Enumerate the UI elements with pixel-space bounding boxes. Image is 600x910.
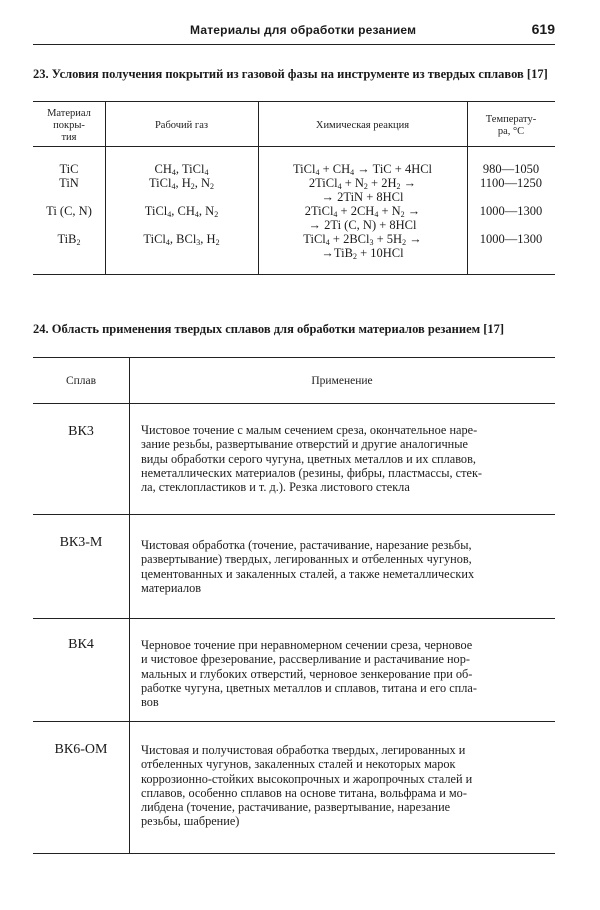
table-24-bottom-rule <box>33 853 555 854</box>
reaction-line <box>258 176 467 190</box>
formula-part: → TiC + 4HCl <box>354 162 433 176</box>
formula-part: → <box>404 204 421 218</box>
material-cell: Ti (C, N) <box>46 204 92 218</box>
formula-subscript: 4 <box>325 238 330 247</box>
formula-part: + N <box>378 204 401 218</box>
formula-part: TiCl <box>143 232 166 246</box>
table-23-caption-text: 23. Условия получения покрытий из газовой фазы на инструменте из твердых сплавов <box>33 67 527 81</box>
application-line: цементованных и закаленных сталей, а также неметаллических <box>141 566 475 581</box>
header-temperature-line: ра, °С <box>497 126 525 137</box>
running-header <box>33 18 555 45</box>
formula-subscript: 4 <box>374 210 379 219</box>
formula-part: , N <box>194 176 211 190</box>
table-23-header-rule <box>33 146 555 147</box>
formula-part: , N <box>198 204 215 218</box>
application-text <box>141 538 556 595</box>
alloy-name: ВК3 <box>68 424 94 439</box>
table-24-caption-ref: [17] <box>483 322 505 336</box>
formula-part: 2TiCl <box>304 204 334 218</box>
formula-subscript: 3 <box>196 238 201 247</box>
table-23-top-rule <box>33 101 555 102</box>
formula-part: , H <box>200 232 216 246</box>
formula-subscript: 2 <box>402 238 407 247</box>
formula-subscript: 4 <box>167 210 172 219</box>
application-line: неметаллических материалов (резины, фибры, пластмассы, стек- <box>141 465 483 480</box>
application-line: сплавов, особенно сплавов на основе титана, вольфрама и мо- <box>141 785 467 800</box>
formula-part: , TiCl <box>175 162 205 176</box>
table-24-top-rule <box>33 357 555 358</box>
table-23-caption-ref: [17] <box>526 67 548 81</box>
alloy-name: ВК6-ОМ <box>54 742 108 757</box>
reaction-line <box>258 204 467 218</box>
application-line: отбеленных чугунов, закаленных сталей и некоторых марок <box>141 757 456 772</box>
gas-cell <box>105 162 258 176</box>
formula-part: + CH <box>319 162 351 176</box>
table-23-caption <box>33 67 555 82</box>
material-cell: TiN <box>59 176 79 190</box>
formula-part: TiCl <box>292 162 316 176</box>
table-24-row-rule <box>33 514 555 515</box>
formula-part: → 2Ti (C, N) + 8HCl <box>308 218 417 232</box>
application-text <box>141 423 556 494</box>
formula-part: TiCl <box>148 176 172 190</box>
formula-part: TiCl <box>303 232 326 246</box>
header-temperature <box>467 114 555 138</box>
formula-subscript: 2 <box>214 210 219 219</box>
formula-part: , BCl <box>169 232 197 246</box>
page-number: 619 <box>531 21 555 37</box>
formula-part: + N <box>341 176 364 190</box>
formula-subscript: 2 <box>76 238 81 247</box>
gas-cell <box>105 176 258 190</box>
application-line: Чистовое точение с малым сечением среза, окончательное наре- <box>141 423 478 437</box>
reaction-line <box>258 162 467 176</box>
header-material-line: покры- <box>53 120 85 131</box>
reaction-line <box>258 218 467 232</box>
header-application: Применение <box>311 375 373 387</box>
formula-part: + 2CH <box>337 204 375 218</box>
table-24-header-rule <box>33 403 555 404</box>
formula-subscript: 2 <box>210 182 215 191</box>
formula-subscript: 2 <box>190 182 195 191</box>
formula-subscript: 4 <box>337 182 342 191</box>
formula-part: + 10HCl <box>356 246 404 260</box>
table-24-caption <box>33 322 555 337</box>
formula-part: + 5H <box>373 232 403 246</box>
table-24-row-rule <box>33 618 555 619</box>
table-24-col-divider <box>129 357 130 853</box>
formula-part: → <box>400 176 417 190</box>
temperature-cell: 1100—1250 <box>479 176 543 190</box>
formula-subscript: 4 <box>315 168 320 177</box>
formula-part: TiCl <box>144 204 168 218</box>
formula-subscript: 4 <box>165 238 170 247</box>
application-line: развертывание) твердых, легированных и отбеленных чугунов, <box>141 552 472 567</box>
application-line: работке чугуна, цветных металлов и сплавов, титана и его спла- <box>141 680 477 695</box>
table-23-bottom-rule <box>33 274 555 275</box>
alloy-name: ВК3-М <box>59 535 103 550</box>
temperature-cell: 1000—1300 <box>479 232 543 246</box>
gas-cell <box>105 204 258 218</box>
formula-subscript: 2 <box>215 238 220 247</box>
temperature-cell: 980—1050 <box>482 162 540 176</box>
formula-part: + 2H <box>367 176 397 190</box>
application-text <box>141 638 556 709</box>
header-alloy: Сплав <box>65 375 97 387</box>
formula-subscript: 4 <box>204 168 209 177</box>
alloy-name: ВК4 <box>68 637 94 652</box>
formula-subscript: 4 <box>333 210 338 219</box>
application-line: коррозионно-стойких высокопрочных и жаропрочных сталей и <box>141 771 473 786</box>
reaction-line <box>258 232 467 246</box>
reaction-line <box>258 246 467 260</box>
formula-part: CH <box>154 162 172 176</box>
header-material-line: Материал <box>47 108 91 119</box>
temperature-cell: 1000—1300 <box>479 204 543 218</box>
table-24-caption-text: 24. Область применения твердых сплавов для обработки материалов резанием <box>33 322 484 336</box>
header-reaction: Химическая реакция <box>315 120 410 131</box>
formula-subscript: 3 <box>369 238 374 247</box>
formula-subscript: 4 <box>171 168 176 177</box>
header-title: Материалы для обработки резанием <box>190 23 417 37</box>
application-line: вов <box>141 695 159 710</box>
formula-part: 2TiCl <box>308 176 338 190</box>
header-material-line: тия <box>61 132 77 143</box>
application-line: Чистовая и получистовая обработка твердых, легированных и <box>141 743 466 757</box>
formula-subscript: 2 <box>352 252 357 261</box>
formula-part: , CH <box>171 204 195 218</box>
application-line: Черновое точение при неравномерном сечении среза, черновое <box>141 638 473 652</box>
application-line: виды обработки серого чугуна, цветных металлов и их сплавов, <box>141 451 476 466</box>
formula-subscript: 2 <box>400 210 405 219</box>
formula-subscript: 4 <box>194 210 199 219</box>
gas-cell <box>105 232 258 246</box>
header-gas: Рабочий газ <box>154 120 209 131</box>
application-line: материалов <box>141 580 202 595</box>
application-line: мальных и глубоких отверстий, черновое зенкерование при об- <box>141 666 473 681</box>
reaction-line <box>258 190 467 204</box>
application-line: зание резьбы, развертывание отверстий и другие аналогичные <box>141 437 468 452</box>
table-24-row-rule <box>33 721 555 722</box>
formula-part: → <box>406 232 422 246</box>
material-cell: TiC <box>59 162 79 176</box>
header-temperature-line: Температу- <box>485 114 537 125</box>
application-line: либдена (точение, растачивание, развертывание, нарезание <box>141 800 451 815</box>
formula-subscript: 4 <box>171 182 176 191</box>
formula-subscript: 2 <box>396 182 401 191</box>
header-material <box>33 108 105 144</box>
formula-subscript: 2 <box>363 182 368 191</box>
formula-part: + 2BCl <box>329 232 370 246</box>
application-line: ла, стеклопластиков и т. д.). Резка листового стекла <box>141 480 410 495</box>
material-cell <box>33 232 105 246</box>
application-line: и чистовое фрезерование, рассверливание и растачивание нор- <box>141 652 470 667</box>
formula-part: , H <box>175 176 191 190</box>
application-text <box>141 743 556 829</box>
formula-part: →TiB <box>321 246 353 260</box>
formula-part: TiB <box>57 232 77 246</box>
application-line: резьбы, шабрение) <box>141 814 240 829</box>
formula-part: → 2TiN + 8HCl <box>321 190 404 204</box>
formula-subscript: 4 <box>350 168 355 177</box>
application-line: Чистовая обработка (точение, растачивание, нарезание резьбы, <box>141 538 472 552</box>
